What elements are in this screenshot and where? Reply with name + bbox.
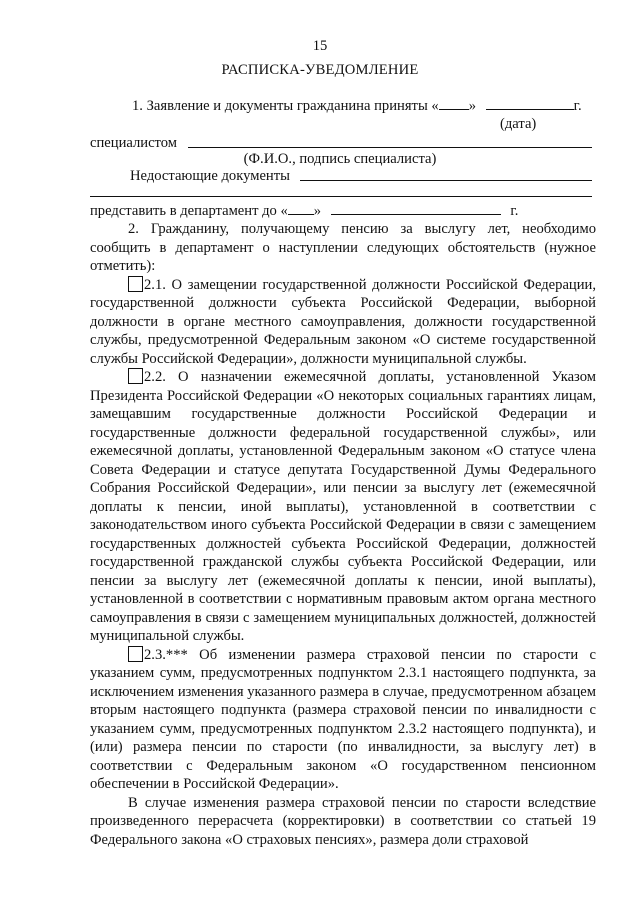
submit-year: г. [510,203,519,219]
item-2-1-checkbox[interactable] [128,276,143,292]
missing-docs-label: Недостающие документы [130,168,290,184]
paragraph-last: В случае изменения размера страховой пенсии по старости вследствие произведенного перерасчета (корректировки) в соответствии со статьей 19 Федерального закона «О страховых пенсиях», размера доли страховой [90,794,596,848]
section-2-intro: 2. Гражданину, получающему пенсию за выслугу лет, необходимо сообщить в департамент о наступлении следующих обстоятельств (нужное отметить): [90,221,596,274]
month-blank[interactable] [486,96,574,110]
item-2-2-text: 2.2. О назначении ежемесячной доплаты, установленной Указом Президента Российской Федерации «О некоторых социальных гарантиях лицам, замещавшим государственные должности Российской Федерации и государственные должности федеральной государственной службы», или ежемесячной доплаты, установленной Федеральным законом «О статусе члена Совета Федерации и статусе депутата Государственной Думы Федерального Собрания Российской Федерации», или пенсии за выслугу лет (ежемесячной доплаты к пенсии, иной выплаты), установленной в соответствии с законодательством иного субъекта Российской Федерации в связи с замещением государственных должностей субъекта Российской Федерации, должностей государственной гражданской службы субъекта Российской Федерации, или пенсии за выслугу лет (ежемесячной доплаты к пенсии, иной выплаты), установленной в соответствии с нормативным правовым актом органа местного самоуправления в связи с замещением муниципальных должностей, должностей муниципальной службы. [90,369,596,644]
item-2-1-text: 2.1. О замещении государственной должности Российской Федерации, государственной должности субъекта Российской Федерации, выборной должности в органе местного самоуправления, должности государственной службы, предусмотренной Федеральным законом «О системе государственной службы Российской Федерации», должности муниципальной службы. [90,276,596,367]
missing-docs-blank-2[interactable] [90,196,592,197]
page-number: 15 [312,38,328,54]
specialist-caption: (Ф.И.О., подпись специалиста) [243,151,437,167]
submit-day-blank[interactable] [288,201,314,215]
submit-month-blank[interactable] [331,201,501,215]
year-suffix: г. [573,98,582,114]
submit-text: представить в департамент до « [90,203,288,219]
specialist-label: специалистом [90,135,177,151]
section-2 [90,220,596,849]
item-2-1 [90,276,596,369]
submit-quote-close: » [313,203,322,219]
document-title: РАСПИСКА-УВЕДОМЛЕНИЕ [221,62,419,78]
missing-docs-blank[interactable] [300,180,592,181]
item-2-2 [90,368,596,646]
day-blank[interactable] [439,96,469,110]
received-text: 1. Заявление и документы гражданина приняты « [132,98,439,114]
quote-close: » [468,98,476,114]
date-caption: (дата) [500,116,537,132]
item-2-3 [90,646,596,794]
specialist-blank[interactable] [188,147,592,148]
item-2-3-text: 2.3.*** Об изменении размера страховой пенсии по старости с указанием сумм, предусмотренных подпунктом 2.3.1 настоящего подпункта, за исключением изменения указанного размера в случае, предусмотренном абзацем вторым настоящего подпункта (размера страховой пенсии по инвалидности с указанием сумм, предусмотренных подпунктом 2.3.2 настоящего подпункта), и (или) размера пенсии по старости (по инвалидности, за выслугу лет) в соответствии с Федеральным законом «О государственном пенсионном обеспечении в Российской Федерации». [90,646,596,792]
item-2-2-checkbox[interactable] [128,368,143,384]
received-line [132,96,582,115]
item-2-3-checkbox[interactable] [128,646,143,662]
submit-line [90,201,518,220]
